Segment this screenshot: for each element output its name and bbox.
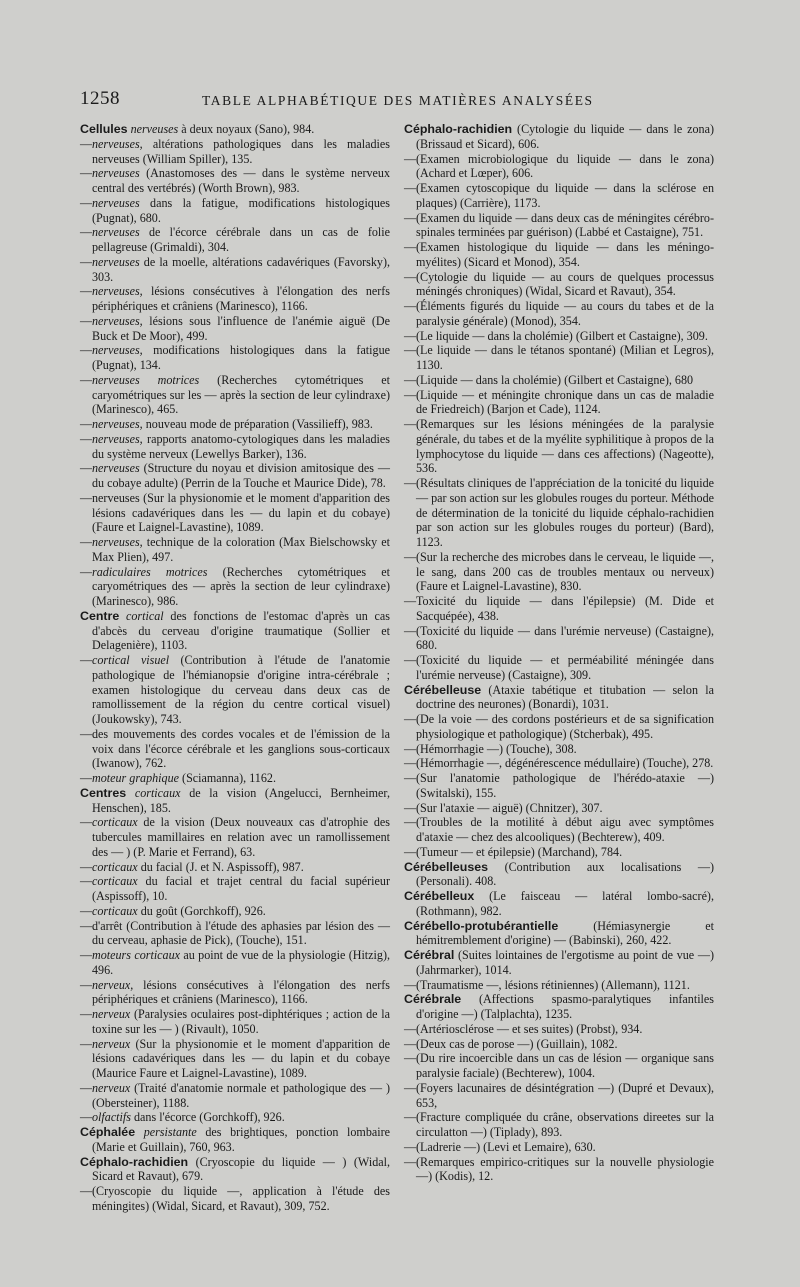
entry-text: (Hémorrhagie —) (Touche), 308. (416, 741, 577, 756)
index-entry (404, 742, 714, 757)
entry-subject: cortical visuel (92, 653, 170, 667)
entry-subject: nerveuses (92, 225, 140, 240)
entry-headword: Cérébello-protubérantielle (404, 918, 559, 933)
entry-subject: moteur graphique (92, 771, 180, 785)
entry-text: nerveuses (Sur la physionomie et le moment d'apparition des lésions cadavériques dans les — du lapin et du cobaye) (Faure et Laignel-Lavastine), 1089. (92, 490, 390, 535)
entry-subject: persistante (143, 1125, 197, 1139)
entry-dash: — (404, 1154, 417, 1169)
index-entry (404, 299, 714, 329)
entry-text: (Suites lointaines de l'ergotisme au point de vue —) (Jahrmarker), 1014. (416, 948, 714, 977)
entry-subject: nerveuses, (92, 343, 143, 358)
entry-text: dans la fatigue, modifications histologiques (Pugnat), 680. (92, 195, 390, 225)
entry-text: (Liquide — dans la cholémie) (Gilbert et Castaigne), 680 (416, 372, 694, 387)
entry-text: (Affections spasmo-paralytiques infantiles d'origine —) (Talplachta), 1235. (416, 992, 714, 1021)
index-entry (404, 476, 714, 550)
entry-dash: — (80, 195, 93, 210)
entry-subject: nerveuses, (92, 535, 143, 549)
entry-dash: — (80, 136, 93, 151)
entry-text: (Troubles de la motilité à début aigu avec symptômes d'ataxie — chez des alcooliques) (Bechterew), 409. (416, 815, 714, 844)
entry-text: (Ataxie tabétique et titubation — selon la doctrine des neurones) (Bonardi), 1031. (416, 682, 714, 712)
entry-dash: — (404, 1139, 417, 1154)
index-entry (404, 889, 714, 919)
entry-dash: — (404, 800, 417, 815)
entry-text: (Du rire incoercible dans un cas de lésion — organique sans paralysie faciale) (Bechterew), 1004. (416, 1051, 714, 1080)
index-entry (80, 225, 390, 255)
running-title: TABLE ALPHABÉTIQUE DES MATIÈRES ANALYSÉES (202, 93, 594, 108)
index-entry (404, 653, 714, 683)
entry-subject: nerveuses (92, 461, 140, 476)
index-entry (80, 284, 390, 314)
index-entry (80, 727, 390, 771)
entry-text: (Contribution aux localisations —) (Personali). 408. (416, 859, 715, 889)
entry-text: à deux noyaux (Sano), 984. (181, 122, 315, 136)
entry-text: (Ladrerie —) (Levi et Lemaire), 630. (416, 1139, 596, 1154)
entry-text: (Éléments figurés du liquide — au cours du tabes et de la paralysie générale) (Monod), 354. (416, 299, 714, 328)
entry-headword: Cellules (80, 122, 128, 136)
index-entry (80, 432, 390, 462)
entry-dash: — (80, 490, 93, 505)
entry-subject: nerveux (92, 1007, 131, 1021)
index-entry (80, 904, 390, 919)
entry-text: lésions consécutives à l'élongation des nerfs périphériques et crâniens (Marinesco), 1166. (92, 284, 390, 313)
entry-dash: — (80, 771, 93, 785)
index-entry (404, 388, 714, 418)
entry-text: (Remarques sur les lésions méningées de la paralysie générale, du tabes et de la myélite syphilitique à propos de la lymphocytose du liquide — dans ces affections) (Nageotte), 536. (416, 417, 714, 476)
entry-subject: olfactifs (92, 1110, 131, 1125)
index-entry (404, 992, 714, 1022)
entry-text: (Cytologie du liquide — au cours de quelques processus méningés chroniques) (Widal, Sicard et Ravaut), 354. (416, 269, 714, 299)
entry-dash: — (404, 343, 417, 358)
entry-text: (Fracture compliquée du crâne, observations direetes sur la circulatton —) (Tiplady), 893. (416, 1110, 714, 1139)
entry-dash: — (404, 653, 417, 667)
index-entry (80, 653, 390, 727)
entry-dash: — (404, 844, 417, 859)
entry-dash: — (80, 431, 93, 446)
entry-text: modifications histologiques dans la fatigue (Pugnat), 134. (92, 343, 390, 372)
entry-text: (Remarques empirico-critiques sur la nouvelle physiologie —) (Kodis), 12. (416, 1154, 714, 1184)
entry-dash: — (404, 151, 417, 166)
entry-text: (Recherches cytométriques et caryométriques des — après la section de leur cylindraxe) (Marinesco), 986. (92, 564, 390, 608)
index-entry (404, 1051, 714, 1081)
index-entry (80, 1081, 390, 1111)
entry-dash: — (404, 240, 417, 254)
entry-text: (Le faisceau — latéral lombo-sacré), (Rothmann), 982. (416, 889, 714, 918)
entry-dash: — (80, 254, 93, 269)
entry-subject: nerveuses, (92, 431, 143, 446)
entry-dash: — (80, 1080, 93, 1095)
entry-text: (Hémorrhagie —, dégénérescence médullaire) (Touche), 278. (416, 756, 714, 771)
entry-dash: — (404, 1080, 417, 1095)
entry-dash: — (80, 948, 93, 962)
entry-dash: — (404, 181, 417, 195)
index-entry (404, 624, 714, 654)
entry-text: d'arrêt (Contribution à l'étude des aphasies par lésion des — du cerveau, aphasie de Pick), (Touche), 151. (92, 918, 390, 948)
index-entry (404, 771, 714, 801)
entry-headword: Centre (80, 608, 120, 623)
entry-text: du facial et trajet central du facial supérieur (Aspissoff), 10. (92, 874, 390, 903)
entry-subject: nerveuses (130, 122, 179, 136)
entry-dash: — (404, 299, 417, 313)
entry-dash: — (80, 535, 93, 549)
entry-subject: nerveuses, (92, 313, 143, 328)
entry-dash: — (404, 476, 417, 490)
entry-subject: corticaux (134, 785, 181, 800)
entry-text: (Examen histologique du liquide — dans les méningo-myélites) (Sicard et Monod), 354. (416, 240, 714, 269)
entry-text: (Toxicité du liquide — dans l'urémie nerveuse) (Castaigne), 680. (416, 623, 714, 653)
entry-dash: — (404, 417, 417, 431)
entry-dash: — (80, 225, 93, 240)
entry-dash: — (404, 269, 417, 284)
entry-subject: nerveuses, (92, 417, 143, 431)
index-entry (404, 1022, 714, 1037)
entry-dash: — (80, 977, 93, 992)
entry-text: (Contribution à l'étude de l'anatomie pathologique de l'hémianopsie d'origine intra-cérébrale ; examen histologique du cerveau dans deux cas de ramollissement de la région du centre cortical visuel) (Joukowsky), 743. (92, 653, 390, 726)
entry-dash: — (80, 417, 93, 431)
entry-text: (Liquide — et méningite chronique dans un cas de maladie de Friedreich) (Barjon et Cade), 1124. (416, 387, 714, 417)
entry-subject: nerveuses (92, 195, 140, 210)
index-entry (404, 1140, 714, 1155)
entry-subject: corticaux (92, 903, 138, 918)
index-entry (404, 1155, 714, 1185)
entry-dash: — (80, 1110, 93, 1125)
index-entry (80, 491, 390, 535)
index-entry (404, 373, 714, 388)
entry-dash: — (80, 372, 93, 387)
index-entry (404, 845, 714, 860)
index-entry (80, 1110, 390, 1125)
entry-subject: nerveuses, (92, 136, 143, 151)
index-entry (80, 137, 390, 167)
entry-dash: — (404, 1051, 417, 1066)
entry-text: (Sciamanna), 1162. (182, 771, 276, 785)
entry-text: (Traité d'anatomie normale et pathologique des — ) (Obersteiner), 1188. (92, 1080, 390, 1110)
entry-subject: nerveuses motrices (92, 372, 200, 387)
index-entry (80, 417, 390, 432)
entry-dash: — (404, 1110, 417, 1125)
entry-text: lésions sous l'influence de l'anémie aiguë (De Buck et De Moor), 499. (92, 313, 390, 343)
entry-dash: — (404, 771, 417, 785)
entry-text: (Examen cytoscopique du liquide — dans la sclérose en plaques) (Carrière), 1173. (416, 181, 714, 210)
index-entry (404, 152, 714, 182)
entry-text: lésions consécutives à l'élongation des nerfs périphériques et crâniens (Marinesco), 1166. (92, 977, 390, 1007)
entry-subject: radiculaires motrices (92, 564, 208, 579)
index-column-left (80, 122, 390, 1214)
index-entry (80, 1037, 390, 1081)
entry-text: (Examen du liquide — dans deux cas de méningites cérébro-spinales terminées par guérison) (Labbé et Castaigne), 751. (416, 210, 714, 240)
entry-text: (Le liquide — dans la cholémie) (Gilbert et Castaigne), 309. (416, 328, 708, 343)
entry-headword: Cérébrale (404, 992, 462, 1007)
page-header (80, 88, 720, 112)
index-entry (80, 1155, 390, 1185)
entry-subject: nerveux (92, 1080, 131, 1095)
entry-text: (Sur la recherche des microbes dans le cerveau, le liquide —, le sang, dans 200 cas de troubles mentaux ou nerveux) (Faure et Laignel-Lavastine), 830. (416, 549, 714, 594)
entry-text: nouveau mode de préparation (Vassilieff), 983. (145, 417, 373, 431)
entry-text: (Cryoscopie du liquide —, application à l'étude des méningites) (Widal, Sicard, et Ravaut), 309, 752. (92, 1184, 390, 1213)
entry-dash: — (80, 461, 93, 476)
index-entry (80, 166, 390, 196)
entry-text: (Examen microbiologique du liquide — dans le zona) (Achard et Lœper), 606. (416, 151, 714, 181)
entry-dash: — (80, 726, 93, 741)
entry-text: des fonctions de l'estomac d'après un cas d'abcès du cerveau d'origine traumatique (Sollier et Delagenière), 1103. (92, 608, 390, 653)
entry-dash: — (404, 1036, 417, 1051)
entry-headword: Cérébelleux (404, 889, 475, 903)
entry-dash: — (80, 1036, 93, 1051)
index-entry (404, 329, 714, 344)
index-entry (80, 255, 390, 285)
index-entry (404, 122, 714, 152)
entry-dash: — (404, 977, 417, 992)
index-entry (404, 1037, 714, 1052)
index-entry (80, 978, 390, 1008)
entry-text: (Hémiasynergie et hémitremblement d'origine) — (Babinski), 260, 422. (416, 918, 714, 948)
entry-text: rapports anatomo-cytologiques dans les maladies du système nerveux (Lewellys Barker), 136. (92, 431, 390, 461)
entry-headword: Cérébelleuse (404, 682, 482, 697)
entry-text: (Deux cas de porose —) (Guillain), 1082. (416, 1036, 618, 1051)
index-entry (80, 314, 390, 344)
index-entry (80, 535, 390, 565)
entry-text: (Traumatisme —, lésions rétiniennes) (Allemann), 1121. (416, 977, 690, 992)
entry-text: (Sur la physionomie et le moment d'apparition de lésions cadavériques dans les — du lapin et du cobaye (Maurice Faure et Laignel-Lavastine), 1089. (92, 1036, 390, 1080)
entry-text: au point de vue de la physiologie (Hitzig), 496. (92, 948, 390, 977)
entry-headword: Céphalo-rachidien (80, 1154, 189, 1169)
entry-subject: cortical (126, 608, 164, 623)
index-entry (404, 683, 714, 713)
entry-subject: nerveux, (92, 977, 134, 992)
page-number: 1258 (80, 88, 120, 109)
index-column-right (404, 122, 714, 1184)
entry-text: de la moelle, altérations cadavériques (Favorsky), 303. (92, 254, 390, 284)
entry-text: (Le liquide — dans le tétanos spontané) (Milian et Legros), 1130. (416, 343, 714, 372)
entry-dash: — (80, 564, 93, 579)
entry-dash: — (80, 815, 93, 830)
entry-text: des brightiques, ponction lombaire (Marie et Guillain), 760, 963. (92, 1125, 390, 1154)
entry-dash: — (404, 741, 417, 756)
index-entry (404, 240, 714, 270)
index-entry (80, 565, 390, 609)
entry-dash: — (80, 313, 93, 328)
entry-dash: — (80, 653, 93, 667)
index-entry (80, 874, 390, 904)
index-entry (404, 815, 714, 845)
index-entry (80, 786, 390, 816)
index-entry (80, 196, 390, 226)
entry-subject: moteurs corticaux (92, 948, 181, 962)
index-entry (80, 122, 390, 137)
index-entry (80, 771, 390, 786)
entry-text: des mouvements des cordes vocales et de l'émission de la voix dans l'écorce cérébrale et les ganglions sous-corticaux (Iwanow), 762. (92, 726, 390, 771)
entry-dash: — (80, 343, 93, 358)
index-entry (80, 1007, 390, 1037)
index-entry (404, 801, 714, 816)
index-entry (404, 1110, 714, 1140)
entry-text: du facial (J. et N. Aspissoff), 987. (140, 859, 304, 874)
entry-subject: corticaux (92, 874, 138, 889)
index-entry (404, 550, 714, 594)
index-entry (404, 948, 714, 978)
entry-text: (Résultats cliniques de l'appréciation de la tonicité du liquide — par son action sur les globules rouges du porteur. Méthode de détermination de la tonicité du liquide céphalo-rachidien par son action sur les globules rouges du porteur) (Bard), 1123. (416, 476, 714, 549)
index-entry (80, 461, 390, 491)
entry-text: du goût (Gorchkoff), 926. (140, 903, 266, 918)
index-entry (404, 860, 714, 890)
entry-dash: — (80, 166, 93, 181)
entry-text: (De la voie — des cordons postérieurs et de sa signification physiologique et pathologique) (Stcherbak), 495. (416, 712, 714, 741)
index-entry (404, 211, 714, 241)
index-entry (404, 181, 714, 211)
index-entry (80, 609, 390, 653)
entry-headword: Cérébral (404, 948, 455, 962)
entry-dash: — (404, 815, 417, 830)
index-entry (404, 270, 714, 300)
entry-text: (Anastomoses des — dans le système nerveux central des vertébrés) (Worth Brown), 983. (92, 166, 391, 195)
entry-dash: — (80, 918, 93, 933)
entry-text: (Structure du noyau et division amitosique des — du cobaye adulte) (Perrin de la Touche et Maurice Dide), 78. (92, 461, 390, 490)
entry-text: (Artériosclérose — et ses suites) (Probst), 934. (416, 1021, 643, 1036)
entry-subject: nerveuses (92, 254, 140, 269)
entry-dash: — (404, 210, 417, 225)
entry-dash: — (404, 549, 417, 564)
index-entry (404, 1081, 714, 1111)
entry-dash: — (80, 874, 93, 889)
index-entry (404, 919, 714, 949)
entry-text: (Cryoscopie du liquide — ) (Widal, Sicard et Ravaut), 679. (92, 1154, 390, 1184)
entry-text: technique de la coloration (Max Bielschowsky et Max Plien), 497. (92, 535, 390, 564)
entry-text: (Cytologie du liquide — dans le zona) (Brissaud et Sicard), 606. (416, 122, 714, 151)
entry-dash: — (404, 594, 417, 608)
entry-text: (Foyers lacunaires de désintégration —) (Dupré et Devaux), 653, (416, 1080, 714, 1110)
index-entry (80, 1125, 390, 1155)
entry-headword: Céphalo-rachidien (404, 122, 513, 136)
entry-text: dans l'écorce (Gorchkoff), 926. (134, 1110, 285, 1125)
entry-dash: — (80, 1184, 93, 1198)
index-entry (80, 1184, 390, 1214)
entry-text: (Toxicité du liquide — et perméabilité méningée dans l'urémie nerveuse) (Castaigne), 309. (416, 653, 714, 682)
entry-subject: nerveuses (92, 166, 140, 181)
entry-dash: — (404, 712, 417, 726)
entry-dash: — (404, 328, 417, 343)
index-entry (80, 948, 390, 978)
entry-subject: nerveux (92, 1036, 131, 1051)
entry-dash: — (404, 623, 417, 638)
index-entry (80, 815, 390, 859)
index-entry (80, 373, 390, 417)
entry-text: de l'écorce cérébrale dans un cas de folie pellagreuse (Grimaldi), 304. (92, 225, 390, 254)
entry-headword: Céphalée (80, 1125, 136, 1139)
entry-subject: corticaux (92, 859, 138, 874)
entry-text: (Sur l'anatomie pathologique de l'hérédo-ataxie —) (Switalski), 155. (416, 771, 714, 800)
entry-dash: — (80, 1007, 93, 1021)
entry-dash: — (404, 387, 417, 402)
index-entry (404, 978, 714, 993)
entry-subject: nerveuses, (92, 284, 143, 299)
entry-dash: — (404, 372, 417, 387)
index-entry (404, 594, 714, 624)
index-entry (404, 712, 714, 742)
index-entry (80, 860, 390, 875)
entry-text: (Tumeur — et épilepsie) (Marchand), 784. (416, 844, 623, 859)
entry-text: Toxicité du liquide — dans l'épilepsie) (M. Dide et Sacquépée), 438. (416, 594, 714, 623)
index-entry (80, 919, 390, 949)
index-entry (404, 343, 714, 373)
entry-dash: — (404, 756, 417, 771)
index-entry (404, 417, 714, 476)
entry-dash: — (80, 284, 93, 299)
entry-text: de la vision (Deux nouveaux cas d'atrophie des tubercules mamillaires en relation avec un ramollissement des — ) (P. Marie et Ferrand), 63. (92, 815, 390, 859)
entry-dash: — (80, 903, 93, 918)
entry-subject: corticaux (92, 815, 138, 830)
entry-text: de la vision (Angelucci, Bernheimer, Henschen), 185. (92, 785, 390, 815)
index-entry (80, 343, 390, 373)
entry-text: (Recherches cytométriques et caryométriques sur les — après la section de leur cylindraxe) (Marinesco), 465. (92, 372, 390, 417)
index-entry (404, 756, 714, 771)
entry-text: (Paralysies oculaires post-diphtériques ; action de la toxine sur les — ) (Rivault), 1050. (92, 1007, 390, 1036)
entry-dash: — (80, 859, 93, 874)
entry-text: (Sur l'ataxie — aiguë) (Chnitzer), 307. (416, 800, 603, 815)
entry-headword: Centres (80, 785, 127, 800)
entry-headword: Cérébelleuses (404, 859, 489, 874)
entry-dash: — (404, 1021, 417, 1036)
entry-text: altérations pathologiques dans les maladies nerveuses (William Spiller), 135. (92, 136, 390, 166)
